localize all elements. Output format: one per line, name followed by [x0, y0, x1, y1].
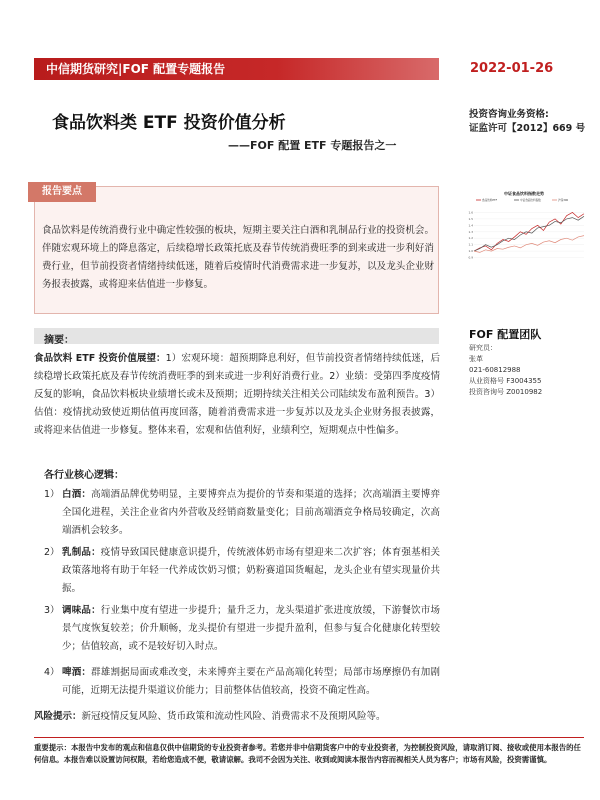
- qualification-line-1: 投资咨询业务资格:: [469, 109, 549, 120]
- legend-label: 食品饮料ETF: [482, 199, 498, 203]
- brand-label: 中信期货研究|FOF 配置专题报告: [46, 62, 226, 76]
- report-title: 食品饮料类 ETF 投资价值分析: [52, 113, 286, 133]
- y-tick-label: 1.3: [468, 229, 473, 234]
- item-number: 2）: [44, 547, 60, 558]
- item-lead: 调味品：: [62, 605, 101, 616]
- outlook-lead: 食品饮料 ETF 投资价值展望：: [34, 353, 166, 364]
- item-lead: 乳制品：: [62, 547, 101, 558]
- index-chart-svg: [462, 188, 586, 268]
- item-text: 高端酒品牌优势明显，主要博弈点为提价的节奏和渠道的选择；次高端酒主要博弈全国化进程，关注企业省内外营收及经销商数量变化；目前高端酒竞争格局较确定，次高端酒机会较多。: [62, 489, 440, 536]
- team-info: [469, 343, 542, 398]
- team-title: FOF 配置团队: [469, 328, 542, 341]
- series-line: [474, 216, 584, 251]
- team-line-advisory: 投资咨询号 Z0010982: [469, 388, 543, 396]
- y-tick-label: 1.1: [468, 242, 473, 247]
- qualification-line-2: 证监许可【2012】669 号: [469, 123, 586, 134]
- logic-item-condiment: [44, 602, 440, 656]
- item-number: 4）: [44, 667, 60, 678]
- risk-note: [34, 708, 454, 726]
- logic-item-dairy: [44, 544, 440, 598]
- item-lead: 白酒：: [62, 489, 92, 500]
- outlook-text: 1）宏观环境：超预期降息利好，但节前投资者情绪持续低迷，后续稳增长政策托底及春节传统消费旺季的到来或进一步利好消费行业。2）业绩：受第四季度疫情反复的影响，食品饮料板块业绩增长或未及预期；近期持续关注相关公司陆续发布盈利预告。3）估值：疫情扰动致使近期估值再度回落，随着消费需求进一步复苏以及龙头企业财务报表披露，或将迎来估值进一步修复。整体来看，宏观和估值利好，业绩利空，短期观点中性偏多。: [34, 353, 441, 436]
- item-number: 1）: [44, 489, 60, 500]
- logic-item-baijiu: [44, 486, 440, 540]
- outlook-paragraph: [34, 350, 440, 440]
- report-subtitle: ——FOF 配置 ETF 专题报告之一: [228, 139, 397, 152]
- index-chart: [462, 188, 586, 268]
- legend-label: 中证食品饮料指数: [520, 199, 541, 203]
- qualification-info: [469, 108, 585, 136]
- disclaimer-footer: 重要提示：本报告中发布的观点和信息仅供中信期货的专业投资者参考。若您并非中信期货客户中的专业投资者，为控制投资风险，请取消订阅、接收或使用本报告的任何信息。本报告难以设置访问权限，若给您造成不便，敬请谅解。我司不会因为关注、收到或阅读本报告内容而视相关人员为客户；市场有风险，投资需谨慎。: [34, 743, 581, 764]
- logic-title: 各行业核心逻辑：: [44, 470, 124, 481]
- legend-label: 沪深300: [558, 199, 569, 203]
- risk-lead: 风险提示：: [34, 711, 82, 722]
- logic-item-beer: [44, 664, 440, 700]
- footer-divider: [34, 737, 584, 738]
- team-line-name: 张革: [469, 355, 483, 363]
- team-line-license: 从业资格号 F3004355: [469, 377, 542, 385]
- y-tick-label: 1.0: [468, 249, 473, 254]
- abstract-bar: [34, 328, 439, 344]
- y-tick-label: 1.5: [468, 216, 473, 221]
- team-line-phone: 021-60812988: [469, 366, 521, 374]
- y-tick-label: 0.9: [468, 255, 473, 260]
- summary-tag: 报告要点: [28, 182, 96, 202]
- team-line-researcher: 研究员：: [469, 344, 497, 352]
- risk-text: 新冠疫情反复风险、货币政策和流动性风险、消费需求不及预期风险等。: [81, 711, 386, 722]
- chart-lines: [474, 212, 584, 252]
- item-text: 疫情导致国民健康意识提升，传统液体奶市场有望迎来二次扩容；体育强基相关政策落地将有助于年轻一代养成饮奶习惯；奶粉赛道国货崛起，龙头企业有望实现量价共振。: [62, 547, 440, 594]
- chart-title: 中证食品饮料指数走势: [504, 191, 544, 196]
- item-text: 群雄割据局面或难改变，未来博弈主要在产品高端化转型；局部市场摩擦仍有加剧可能，近期无法提升渠道议价能力；目前整体估值较高，投资不确定性高。: [62, 667, 440, 696]
- summary-text: 食品饮料是传统消费行业中确定性较强的板块，短期主要关注白酒和乳制品行业的投资机会。伴随宏观环境上的降息落定，后续稳增长政策托底及春节传统消费旺季的到来或进一步利好消费行业，但节前投资者情绪持续低迷，随着后疫情时代消费需求进一步复苏，以及龙头企业财务报表披露，或将迎来估值进一步修复。: [42, 225, 434, 290]
- item-lead: 啤酒：: [62, 667, 92, 678]
- chart-legend: [476, 198, 568, 202]
- y-tick-label: 1.4: [468, 223, 473, 228]
- chart-y-ticks: [469, 210, 474, 259]
- item-number: 3）: [44, 605, 60, 616]
- report-date: 2022-01-26: [470, 61, 554, 76]
- item-text: 行业集中度有望进一步提升；量升乏力，龙头渠道扩张进度放缓，下游餐饮市场景气度恢复较差；价升顺畅，龙头提价有望进一步提升盈利，但参与复合化健康化转型较少；估值较高，或不是较好切入时点。: [62, 605, 440, 652]
- abstract-label: 摘要：: [44, 335, 74, 346]
- report-header-bar: [34, 58, 439, 80]
- y-tick-label: 1.2: [468, 236, 473, 241]
- y-tick-label: 1.6: [468, 210, 473, 215]
